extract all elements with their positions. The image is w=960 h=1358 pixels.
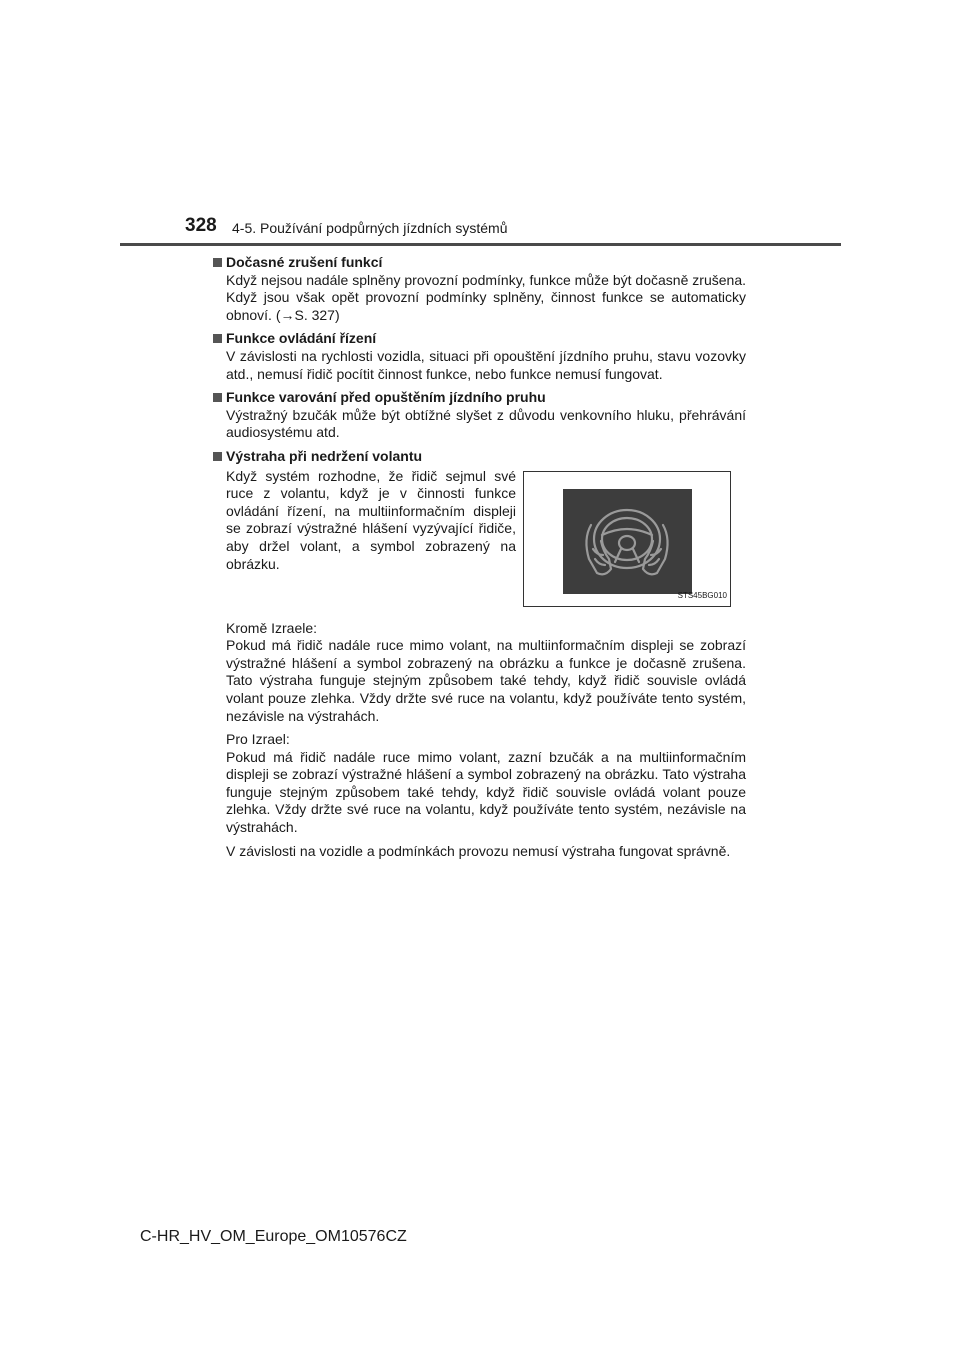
section-heading: Dočasné zrušení funkcí [213,254,746,272]
header-divider [120,243,841,246]
bullet-square-icon [213,452,222,461]
figure-code: STS45BG010 [677,590,727,600]
display-screen [563,489,692,594]
warning-block [213,468,746,620]
paragraph-text: Pokud má řidič nadále ruce mimo volant, zazní bzučák a na multiinformačním displeji se zobrazí výstražné hlášení a symbol zobrazený na obrázku. Tato výstraha funguje stejným způsobem také tehdy, když řidič souvisle ovládá volant pouze zlehka. Vždy držte své ruce na volantu, když používáte tento systém, nezávisle na výstrahách. [226,748,746,836]
section-heading: Výstraha při nedržení volantu [213,448,746,466]
page-header [0,0,960,250]
page-number: 328 [185,215,217,236]
bullet-square-icon [213,334,222,343]
main-content [213,254,746,866]
section-body: Výstražný bzučák může být obtížné slyšet z důvodu venkovního hluku, přehrávání audiosystému atd. [226,406,746,441]
paragraph-text: V závislosti na vozidle a podmínkách provozu nemusí výstraha fungovat správně. [226,842,731,859]
chapter-title: 4-5. Používání podpůrných jízdních systémů [232,220,508,236]
bullet-square-icon [213,258,222,267]
paragraph [213,843,746,861]
paragraph-label: Kromě Izraele: [226,619,318,636]
section-body: Když systém rozhodne, že řidič sejmul své ruce z volantu, když je v činnosti funkce ovládání řízení, na multiinformačním displeji se zobrazí výstražné hlášení vyzývající řidiče, aby držel volant, a symbol zobrazený na obrázku. [226,467,516,572]
hands-on-steering-wheel-icon [563,489,692,594]
document-id: C-HR_HV_OM_Europe_OM10576CZ [140,1228,407,1245]
section-body: V závislosti na rychlosti vozidla, situaci při opouštění jízdního pruhu, stavu vozovky atd., nemusí řidič pocítit činnost funkce, nebo funkce nemusí fungovat. [226,347,746,382]
paragraph [213,620,746,726]
paragraph-label: Pro Izrael: [226,731,290,748]
bullet-square-icon [213,393,222,402]
section-heading: Funkce varování před opuštěním jízdního pruhu [213,389,746,407]
paragraph-text: Pokud má řidič nadále ruce mimo volant, na multiinformačním displeji se zobrazí výstražné hlášení a symbol zobrazený na obrázku a funkce je dočasně zrušena. Tato výstraha funguje stejným způsobem také tehdy, když řidič souvisle ovládá volant pouze zlehka. Vždy držte své ruce na volantu, když používáte tento systém, nezávisle na výstrahách. [226,637,746,724]
section-heading: Funkce ovládání řízení [213,330,746,348]
figure-frame [523,471,731,607]
section-body: Když nejsou nadále splněny provozní podmínky, funkce může být dočasně zrušena. Když jsou však opět provozní podmínky splněny, činnost funkce se automaticky obnoví. (→S. 327) [226,271,746,323]
paragraph [213,731,746,837]
